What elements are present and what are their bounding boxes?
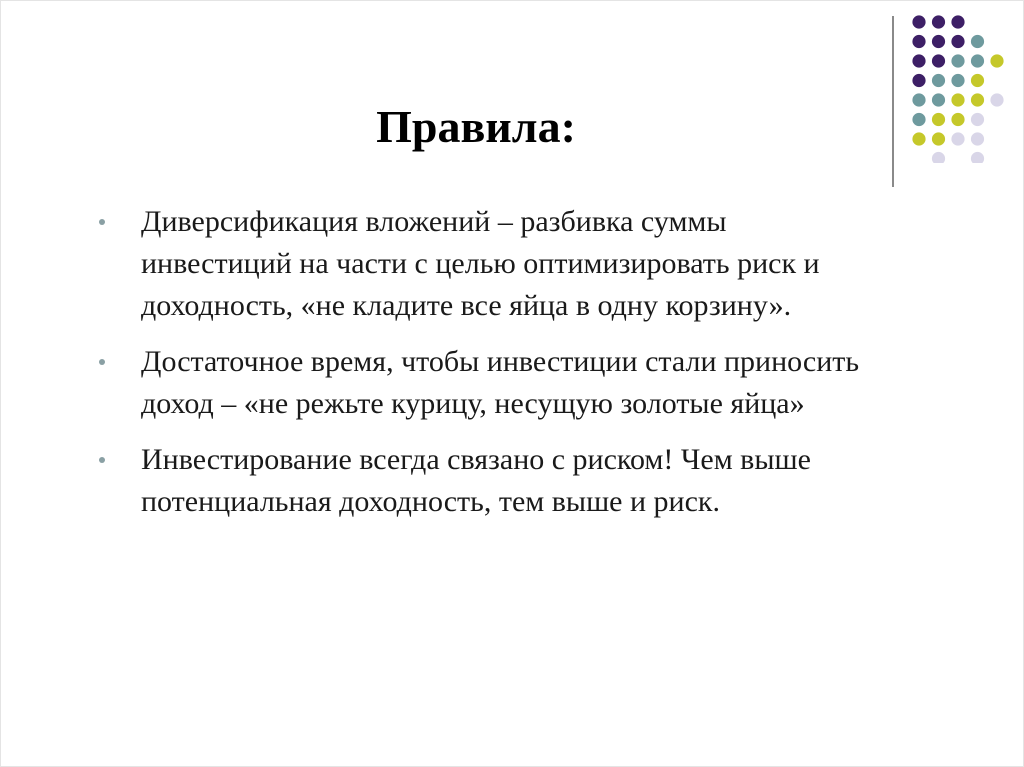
decorative-dot bbox=[932, 132, 945, 145]
decorative-dot bbox=[912, 35, 925, 48]
slide-title: Правила: bbox=[376, 101, 576, 152]
decorative-dot bbox=[951, 132, 964, 145]
bullet-marker bbox=[99, 219, 105, 225]
decorative-dot bbox=[932, 54, 945, 67]
decorative-dot bbox=[951, 35, 964, 48]
decorative-dot bbox=[990, 93, 1003, 106]
decorative-dot bbox=[951, 54, 964, 67]
decorative-dot bbox=[990, 54, 1003, 67]
decorative-dot bbox=[951, 15, 964, 28]
bullet-line: Достаточное время, чтобы инвестиции стали приносить bbox=[141, 345, 860, 378]
bullet-line: доход – «не режьте курицу, несущую золотые яйца» bbox=[141, 387, 805, 420]
decorative-dot bbox=[912, 93, 925, 106]
decorative-dot bbox=[971, 113, 984, 126]
decorative-dot bbox=[971, 54, 984, 67]
decorative-dots bbox=[909, 13, 1005, 163]
bullet-marker bbox=[99, 457, 105, 463]
decorative-dot bbox=[932, 35, 945, 48]
bullet-marker bbox=[99, 359, 105, 365]
decorative-dot bbox=[951, 113, 964, 126]
bullet-line: инвестиций на части с целью оптимизировать риск и bbox=[141, 247, 820, 280]
decorative-dot bbox=[912, 54, 925, 67]
decorative-dot bbox=[932, 93, 945, 106]
decorative-dot bbox=[932, 113, 945, 126]
decorative-dot bbox=[951, 93, 964, 106]
decorative-dot bbox=[932, 152, 945, 163]
decorative-dot bbox=[971, 35, 984, 48]
decorative-dot bbox=[912, 113, 925, 126]
decorative-dot bbox=[971, 93, 984, 106]
decorative-dot bbox=[971, 74, 984, 87]
decorative-dot bbox=[932, 74, 945, 87]
bullet-line: Диверсификация вложений – разбивка суммы bbox=[141, 205, 727, 238]
decorative-dot bbox=[912, 74, 925, 87]
bullet-item-2 bbox=[97, 341, 927, 425]
decorative-dot bbox=[912, 132, 925, 145]
decorative-dot bbox=[912, 15, 925, 28]
bullet-item-1 bbox=[97, 201, 927, 327]
decorative-dot bbox=[971, 132, 984, 145]
decorative-dot bbox=[932, 15, 945, 28]
bullet-line: потенциальная доходность, тем выше и риск. bbox=[141, 485, 720, 518]
bullet-item-3 bbox=[97, 439, 927, 523]
bullet-line: Инвестирование всегда связано с риском! Чем выше bbox=[141, 443, 811, 476]
bullet-line: доходность, «не кладите все яйца в одну корзину». bbox=[141, 289, 792, 322]
vertical-divider bbox=[892, 16, 894, 187]
bullet-list bbox=[97, 201, 927, 537]
decorative-dot bbox=[971, 152, 984, 163]
decorative-dot bbox=[951, 74, 964, 87]
